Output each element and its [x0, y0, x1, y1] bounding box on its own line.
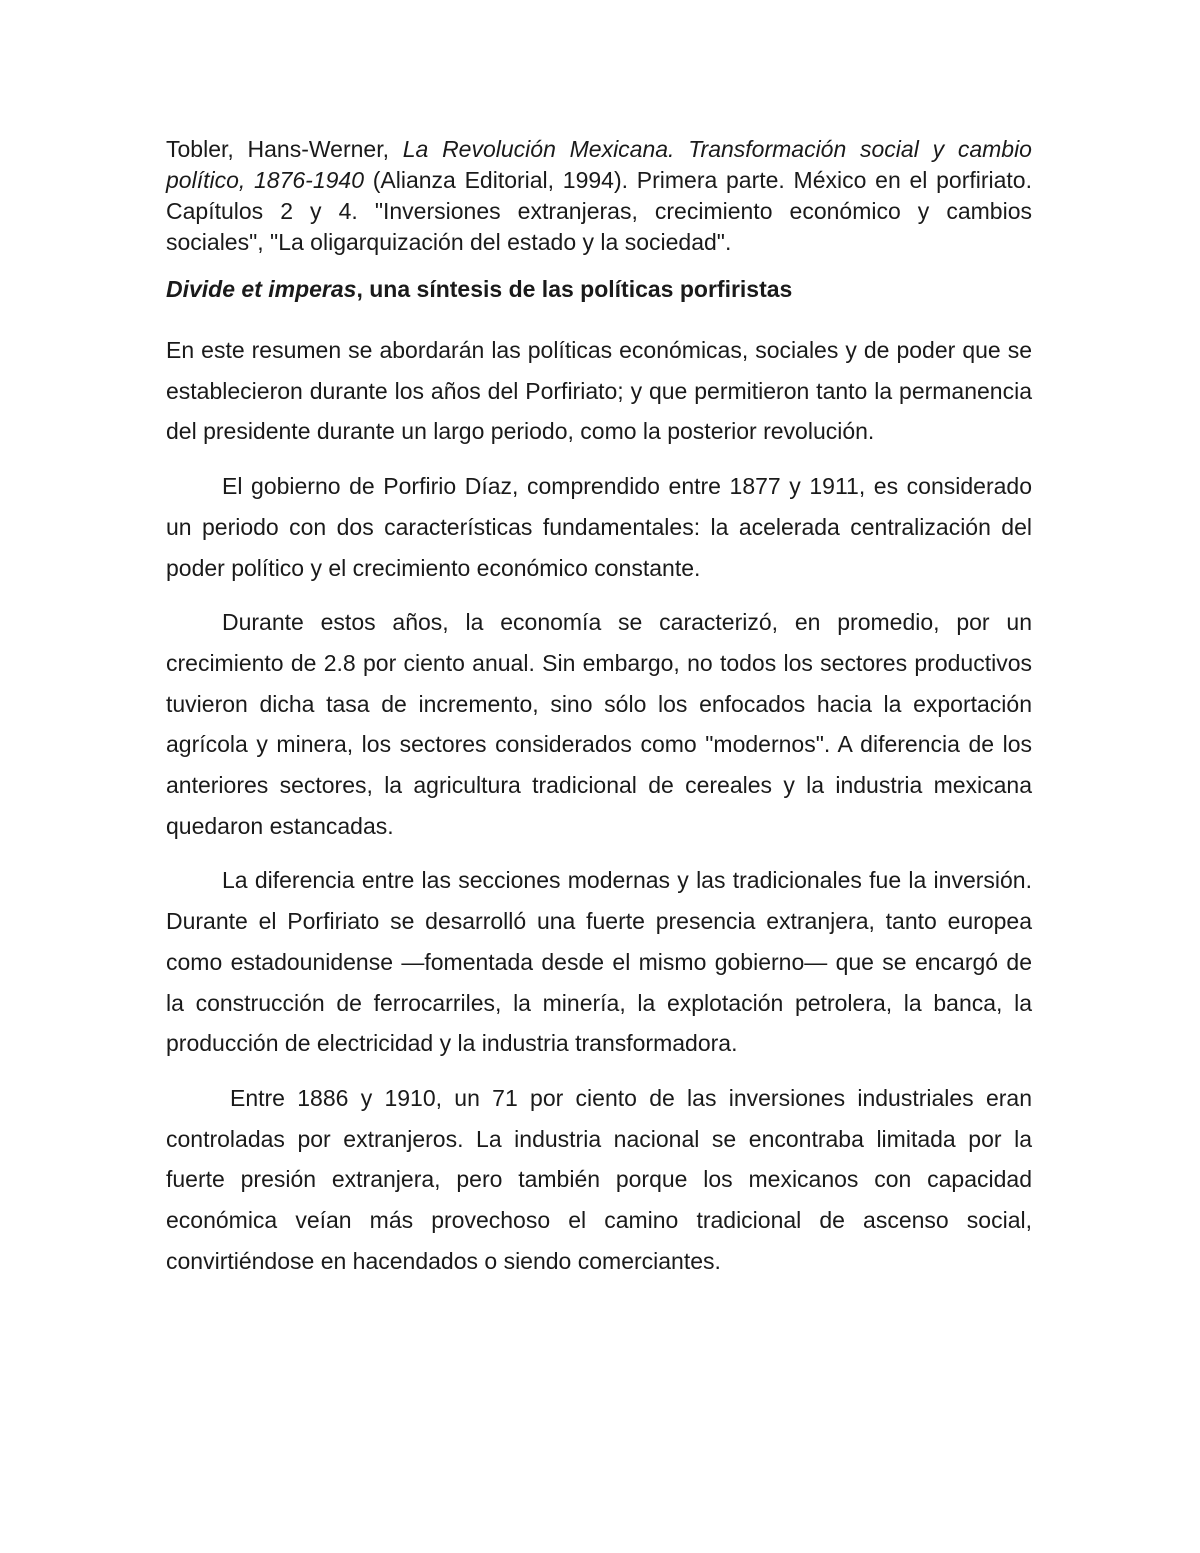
section-heading — [166, 274, 1032, 305]
citation-title: La Revolución Mexicana. Transformación social y cambio político, 1876-1940 — [166, 136, 1032, 193]
body-paragraph-extranjeros: Entre 1886 y 1910, un 71 por ciento de las inversiones industriales eran controladas por extranjeros. La industria nacional se encontraba limitada por la fuerte presión extranjera, pero también porque los mexicanos con capacidad económica veían más provechoso el camino tradicional de ascenso social, convirtiéndose en hacendados o siendo comerciantes. — [166, 1084, 1032, 1274]
citation-details: (Alianza Editorial, 1994). Primera parte. México en el porfiriato. Capítulos 2 y 4. "Inversiones extranjeras, crecimiento económico y cambios sociales", "La oligarquización del estado y la sociedad". — [166, 167, 1032, 255]
body-paragraph-gobierno: El gobierno de Porfirio Díaz, comprendido entre 1877 y 1911, es considerado un periodo con dos características fundamentales: la acelerada centralización del poder político y el crecimiento económico constante. — [166, 473, 1032, 581]
body-paragraph-inversion: La diferencia entre las secciones modernas y las tradicionales fue la inversión. Durante el Porfiriato se desarrolló una fuerte presencia extranjera, tanto europea como estadounidense —fomentada desde el mismo gobierno— que se encargó de la construcción de ferrocarriles, la minería, la explotación petrolera, la banca, la producción de electricidad y la industria transformadora. — [166, 867, 1032, 1057]
document-page — [166, 134, 1032, 1295]
citation-author: Tobler, Hans-Werner, — [166, 136, 403, 162]
heading-rest: , una síntesis de las políticas porfiristas — [356, 276, 793, 302]
intro-paragraph: En este resumen se abordarán las políticas económicas, sociales y de poder que se establecieron durante los años del Porfiriato; y que permitieron tanto la permanencia del presidente durante un largo periodo, como la posterior revolución. — [166, 337, 1032, 445]
heading-italic: Divide et imperas — [166, 276, 357, 302]
body-paragraph-economia: Durante estos años, la economía se caracterizó, en promedio, por un crecimiento de 2.8 por ciento anual. Sin embargo, no todos los sectores productivos tuvieron dicha tasa de incremento, sino sólo los enfocados hacia la exportación agrícola y minera, los sectores considerados como "modernos". A diferencia de los anteriores sectores, la agricultura tradicional de cereales y la industria mexicana quedaron estancadas. — [166, 609, 1032, 839]
bibliographic-citation — [166, 134, 1032, 258]
